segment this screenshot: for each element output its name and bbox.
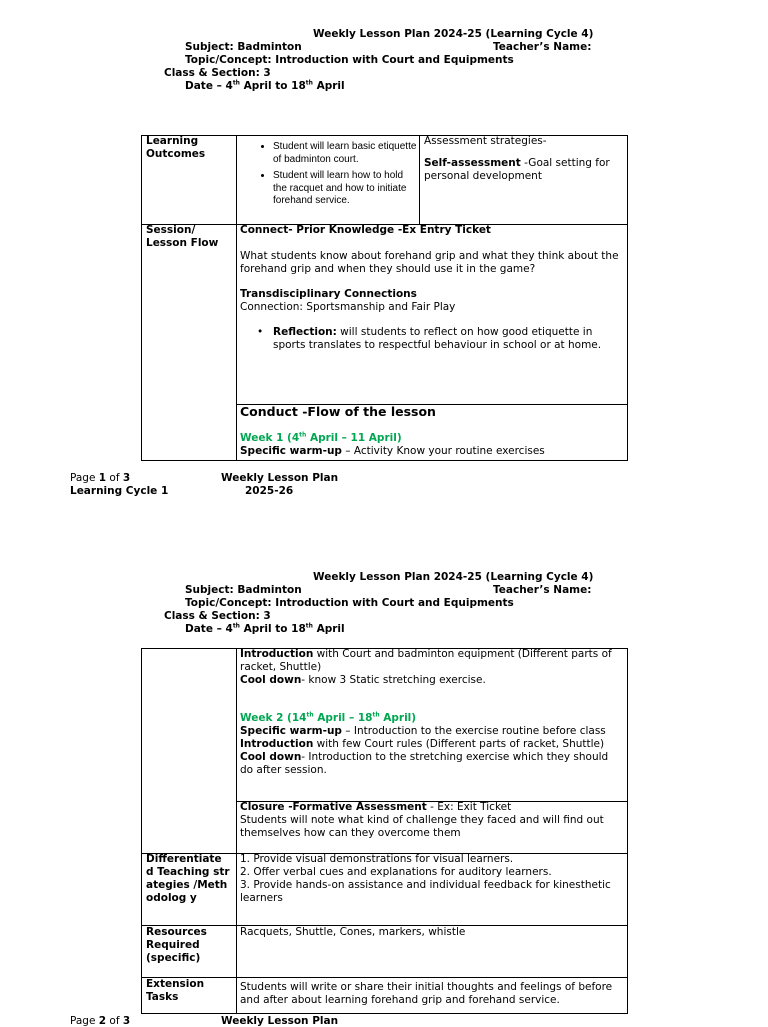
differentiated-label: Differentiate d Teaching strategies /Methodolog y [146,853,230,904]
table-border [627,648,628,1014]
list-item: • Student will learn basic etiquette of badminton court. [273,141,417,166]
assessment-title: Assessment strategies- [424,135,547,147]
teacher-name-label: Teacher’s Name: [493,41,592,53]
resources-label: Resources Required (specific) [146,926,207,964]
class-section-label: Class & Section: 3 [164,610,271,622]
footer-cycle-label: Learning Cycle 1 [70,485,169,497]
closure-cell [240,801,624,840]
topic-label: Topic/Concept: Introduction with Court and Equipments [185,597,514,609]
list-item: 2. Offer verbal cues and explanations for auditory learners. [240,866,552,878]
list-item: 3. Provide hands-on assistance and individual feedback for kinesthetic learners [240,879,611,904]
table-border [141,135,142,461]
teacher-name-label: Teacher’s Name: [493,584,592,596]
date-label: Date – 4th April to 18th April [185,622,345,635]
transdisciplinary-heading: Transdisciplinary Connections [240,288,417,300]
topic-label: Topic/Concept: Introduction with Court and Equipments [185,54,514,66]
intro-text: Introduction with Court and badminton equipment (Different parts of racket, Shuttle) [240,648,612,673]
footer-plan-label: Weekly Lesson Plan [221,472,339,484]
date-label: Date – 4th April to 18th April [185,79,345,92]
conduct-continued-cell [240,648,624,777]
extension-text: Students will write or share their initial thoughts and feelings of before and after about learning forehand grip and forehand service. [240,981,613,1006]
list-item: • Student will learn how to hold the racquet and how to initiate forehand service. [273,170,417,208]
class-section-label: Class & Section: 3 [164,67,271,79]
bullet-icon: • [257,326,264,338]
conduct-heading: Conduct -Flow of the lesson [240,404,436,419]
session-flow-content [240,224,624,352]
table-border [627,135,628,461]
table-border [141,648,142,1014]
plan-title: Weekly Lesson Plan 2024-25 (Learning Cycle 4) [313,571,594,583]
closure-heading: Closure -Formative Assessment - Ex: Exit Ticket [240,801,512,813]
session-flow-label: Session/ Lesson Flow [146,224,219,249]
table-border [236,648,237,1014]
plan-title: Weekly Lesson Plan 2024-25 (Learning Cycle 4) [313,28,594,40]
resources-text: Racquets, Shuttle, Cones, markers, whistle [240,926,466,938]
subject-label: Subject: Badminton [185,584,302,596]
week2-heading: Week 2 (14th April – 18th April) [240,711,417,724]
week2-intro: Introduction with few Court rules (Different parts of racket, Shuttle) [240,738,605,750]
connect-heading: Connect- Prior Knowledge -Ex Entry Ticket [240,224,491,236]
table-border [141,1013,628,1014]
connect-text: What students know about forehand grip and what they think about the forehand grip and when they should use it in the game? [240,250,619,275]
reflection-item: • Reflection: will students to reflect on how good etiquette in sports translates to respectful behaviour in school or at home. [257,326,602,351]
learning-outcomes-label: Learning Outcomes [146,135,206,160]
week2-cooldown: Cool down- Introduction to the stretching exercise which they should do after session. [240,751,609,776]
table-border [141,460,628,461]
footer-plan-label: Weekly Lesson Plan [221,1015,339,1027]
list-item: 1. Provide visual demonstrations for visual learners. [240,853,514,865]
week1-heading: Week 1 (4th April – 11 April) [240,431,402,444]
learning-outcomes-list [239,141,417,212]
assessment-cell [424,135,624,183]
extension-label: Extension Tasks [146,978,205,1003]
self-assessment-text: Self-assessment -Goal setting for personal development [424,157,610,182]
conduct-cell [240,404,624,458]
closure-description: Students will note what kind of challenge they faced and will find out themselves how can they overcome them [240,814,604,839]
cooldown-text: Cool down- know 3 Static stretching exercise. [240,674,486,686]
subject-label: Subject: Badminton [185,41,302,53]
footer-year: 2025-26 [245,485,294,497]
differentiated-content [240,853,624,905]
page-number: Page 1 of 3 [70,472,131,484]
week1-warmup: Specific warm-up – Activity Know your routine exercises [240,445,545,457]
connection-text: Connection: Sportsmanship and Fair Play [240,301,456,313]
week2-warmup: Specific warm-up – Introduction to the exercise routine before class [240,725,606,737]
table-border [419,135,420,225]
page-number: Page 2 of 3 [70,1015,131,1027]
table-border [236,135,237,461]
